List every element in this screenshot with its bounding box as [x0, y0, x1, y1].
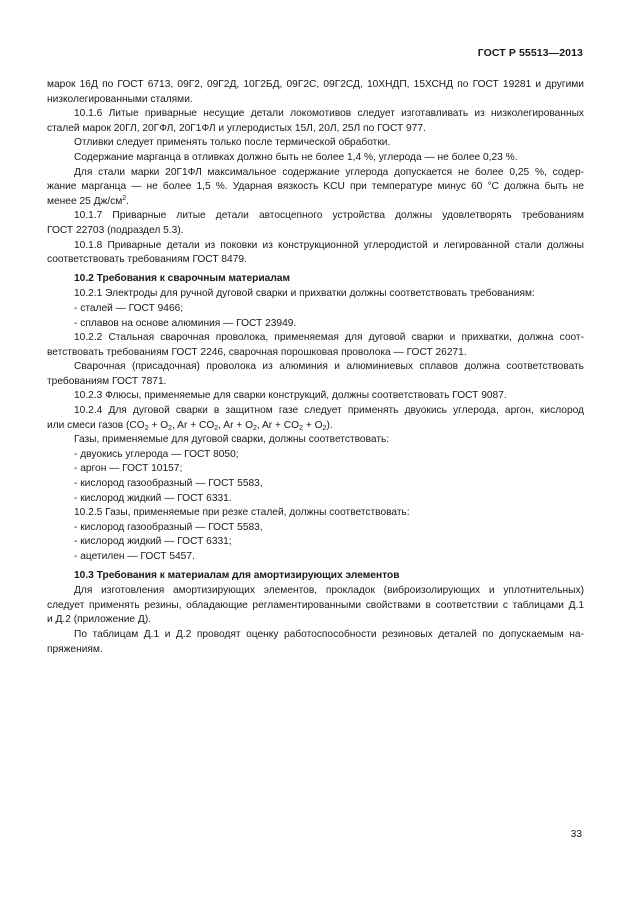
text-line: сталей марок 20ГЛ, 20ГФЛ, 20Г1ФЛ и углеродистых 15Л, 20Л, 25Л по ГОСТ 977.: [47, 122, 426, 134]
clause-10-2-5: 10.2.5 Газы, применяемые при резке сталей, должны соответствовать:: [74, 507, 410, 519]
text-line: Газы, применяемые для дуговой сварки, должны соответствовать:: [74, 434, 390, 446]
text-line: следует применять резины, обладающие регламентированными свойствами в соответствии с таблицами Д.1: [47, 599, 584, 611]
page-number: 33: [570, 829, 582, 840]
list-item: - кислород жидкий — ГОСТ 6331;: [74, 536, 232, 548]
document-body: [47, 78, 584, 657]
list-item: - кислород газообразный — ГОСТ 5583,: [74, 521, 263, 533]
text-line: жание марганца — не более 1,5 %. Ударная вязкость KCU при температуре минус 60 °С должна быть не: [47, 181, 584, 193]
text-line: или смеси газов ($CO_2 + O_2$, $Ar + CO_2$, $Ar + O_2$, $Ar + CO_2 + O_2$).: [47, 419, 333, 432]
list-item: - сплавов на основе алюминия — ГОСТ 23949.: [74, 317, 297, 329]
text-line: Отливки следует применять только после термической обработки.: [74, 137, 391, 149]
text-line: Содержание марганца в отливках должно быть не более 1,4 %, углерода — не более 0,23 %.: [74, 151, 518, 163]
clause-10-2-4: 10.2.4 Для дуговой сварки в защитном газе следует применять двуокись углерода, аргон, кислород: [74, 405, 584, 417]
text-line: соответствовать требованиям ГОСТ 8479.: [47, 254, 247, 266]
text-line: менее 25 $Дж/см^2$.: [47, 194, 130, 207]
list-item: - кислород газообразный — ГОСТ 5583,: [74, 478, 263, 490]
text-line: ветствовать требованиям ГОСТ 2246, сварочная порошковая проволока — ГОСТ 26271.: [47, 346, 467, 358]
text-line: низколегированными сталями.: [47, 93, 193, 105]
section-heading-10-3: 10.3 Требования к материалам для амортизирующих элементов: [74, 569, 400, 581]
text-line: марок 16Д по ГОСТ 6713, 09Г2, 09Г2Д, 10Г2БД, 09Г2С, 09Г2СД, 10ХНДП, 15ХСНД по ГОСТ 19281 и другими: [47, 79, 584, 90]
text-line: Сварочная (присадочная) проволока из алюминия и алюминиевых сплавов должна соответствовать: [74, 361, 584, 373]
text-line: пряжениям.: [47, 643, 103, 655]
clause-10-2-3: 10.2.3 Флюсы, применяемые для сварки конструкций, должны соответствовать ГОСТ 9087.: [74, 390, 507, 402]
clause-10-2-2: 10.2.2 Стальная сварочная проволока, применяемая для дуговой сварки и прихватки, должна соот-: [74, 332, 584, 344]
clause-10-2-1: 10.2.1 Электроды для ручной дуговой сварки и прихватки должны соответствовать требованиям:: [74, 288, 535, 300]
clause-10-1-6: 10.1.6 Литые приварные несущие детали локомотивов следует изготавливать из низколегированных: [74, 108, 584, 120]
list-item: - кислород жидкий — ГОСТ 6331.: [74, 492, 232, 504]
list-item: - двуокись углерода — ГОСТ 8050;: [74, 448, 239, 460]
list-item: - сталей — ГОСТ 9466;: [74, 302, 184, 314]
list-item: - ацетилен — ГОСТ 5457.: [74, 551, 195, 562]
text-line: ГОСТ 22703 (подраздел 5.3).: [47, 224, 184, 236]
document-header: ГОСТ Р 55513—2013: [477, 47, 583, 59]
clause-10-1-7: 10.1.7 Приварные литые детали автосцепного устройства должны удовлетворять требованиям: [74, 210, 584, 222]
text-line: Для стали марки 20Г1ФЛ максимальное содержание углерода допускается не более 0,25 %, содер-: [74, 166, 584, 178]
list-item: - аргон — ГОСТ 10157;: [74, 463, 183, 475]
text-line: и Д.2 (приложение Д).: [47, 614, 152, 626]
clause-10-1-8: 10.1.8 Приварные детали из поковки из конструкционной углеродистой и легированной стали должны: [74, 239, 584, 251]
text-line: Для изготовления амортизирующих элементов, прокладок (виброизолирующих и уплотнительных): [74, 585, 584, 597]
section-heading-10-2: 10.2 Требования к сварочным материалам: [74, 272, 291, 284]
text-line: По таблицам Д.1 и Д.2 проводят оценку работоспособности резиновых деталей по допускаемым на-: [74, 628, 584, 640]
text-line: требованиям ГОСТ 7871.: [47, 375, 167, 387]
